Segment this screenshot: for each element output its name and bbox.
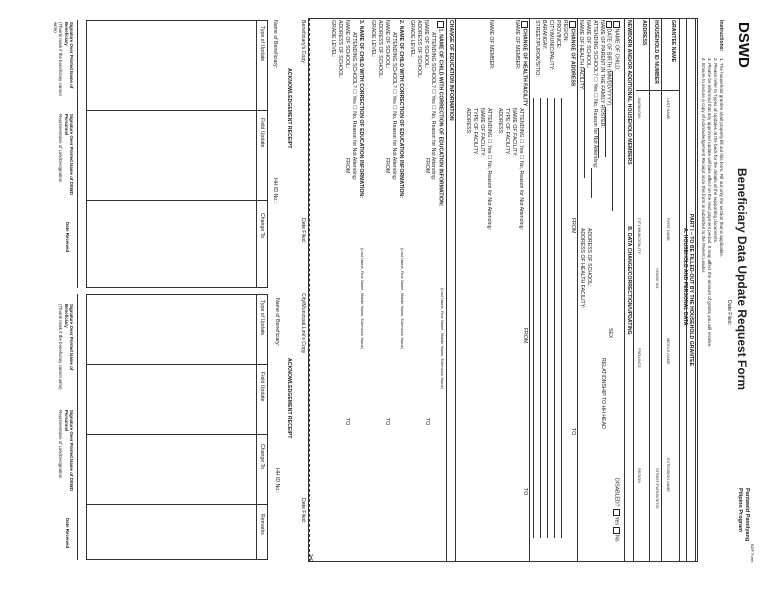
instruction-2: 2. Please refer to Types of Updates at the back for the details of the supporting documents. [713, 58, 718, 244]
address-label: ADDRESS [641, 20, 647, 46]
edu1-to: TO [424, 418, 430, 426]
dswd-logo: DSWD [735, 22, 752, 68]
education-heading: CHANGE OF EDUCATION INFORMATION [446, 18, 456, 562]
health-to-fields: ATTENDING ☐ Yes ☐ No, Reason for Not Attending: NAME OF FACILITY: TYPE OF FACILITY: ADDRESS: [465, 108, 492, 230]
receipt1-name-label: Name of Beneficiary: [272, 20, 278, 69]
address-from-label: FROM [570, 218, 576, 234]
sig1-block-2: Signature Over Printed Name of Beneficiary (Thumb mark if the beneficiary cannot write) [58, 304, 74, 390]
fullname-hint-1: (Last Name, First Name, Middle Name, Extension Name) [440, 288, 445, 390]
col-extension-name: EXTENSION NAME [666, 458, 670, 492]
instructions-label: Instructions: [718, 20, 724, 52]
sig1-block-1: Signature Over Printed Name of Beneficiary (Thumb mark if the beneficiary cannot write) [53, 22, 74, 96]
section-a-heading: A. HOUSEHOLD AND PERSONAL DATA [682, 228, 688, 326]
receipt1-hhid: HH ID No.: [272, 178, 278, 204]
sig2-block-2: Signature Over Printed Name of DSWD Personnel Representative of Link/Designation [58, 410, 74, 491]
col-last-name: LAST NAME [666, 98, 670, 120]
receipt2-name-label: Name of Beneficiary: [274, 298, 280, 347]
instruction-3: 3. Please be informed that any approved update will take effect on the next payment period. It may affect the amount of grants you will receive. [707, 58, 712, 348]
address-to-label: TO [570, 428, 576, 436]
education-child-1: 1. NAME OF CHILD WITH CORRECTION OF EDUCATION INFORMATION: ATTENDING SCHOOL? ☐ Yes ☐ No, Reason for Not Attending: NAME OF SCHOOL: ADDRESS OF SCHOOL: GRADE LEVEL: [409, 20, 444, 207]
r2-col-remarks: Remarks [259, 514, 265, 535]
name-of-member-2: NAME OF MEMBER: [488, 20, 494, 70]
r1-col-field: Field Update [259, 118, 265, 148]
col-barangay: BARANGAY [637, 98, 641, 119]
r2-col-field: Field Update [259, 372, 265, 402]
rotated-form-content [16, 18, 754, 578]
fullname-hint-2: (Last Name, First Name, Middle Name, Extension Name) [400, 248, 405, 350]
doc-code: BDF Form [750, 544, 755, 563]
disabled-question: DISABLED? Yes No [613, 478, 620, 542]
sex-label: SEX [607, 328, 613, 339]
form-title: Beneficiary Data Update Request Form [735, 168, 749, 391]
scissors-icon: ✂ [306, 554, 316, 562]
health-to-label: TO [522, 488, 528, 496]
health-from-fields: ATTENDING ☐ Yes ☐ No, Reason for Not Attending: NAME OF FACILITY: TYPE OF FACILITY: ADDRESS: [497, 108, 524, 230]
newborn-fields: NAME OF CHILD: DATE OF BIRTH (MM/DD/YYYY): NAME OF PARENT IN THE FAMILY ROSTER: ATTENDING SCHOOL? ☐ Yes ☐ No, Reason for Not Attending: NAME OF SCHOOL: NAME OF HEALTH FACILITY: [577, 20, 620, 211]
instruction-4: 4. Ensure to secure a copy of Acknowledgement Receipt once this form is submitted to the Parent Leader. [701, 58, 706, 274]
receipt2-date-filed: Date Filed: [300, 498, 306, 524]
change-health-block: CHANGE OF HEALTH FACILITY NAME OF MEMBER: [514, 20, 528, 107]
date-received-1: Date Received [65, 222, 70, 253]
address-of-health-label: ADDRESS OF HEALTH FACILITY: [579, 228, 585, 309]
col-province: PROVINCE [637, 348, 641, 368]
education-child-3: 3. NAME OF CHILD WITH CORRECTION OF EDUCATION INFORMATION: ATTENDING SCHOOL? ☐ Yes ☐ No, Reason for Not Attending: NAME OF SCHOOL: ADDRESS OF SCHOOL: GRADE LEVEL: [330, 20, 364, 198]
program-logo: Pantawid Pamilyang Pilipino Program [737, 488, 750, 542]
relationship-label: RELATIONSHIP TO HH HEAD [600, 358, 606, 429]
receipt2-hhid: HH ID No.: [274, 468, 280, 494]
edu2-from: FROM [384, 158, 390, 174]
r1-col-type: Type of Update [259, 26, 265, 62]
col-house-no: HOUSE NO. [655, 268, 659, 290]
receipt1-table [86, 20, 268, 288]
health-from-label: FROM [522, 328, 528, 344]
grantee-name-label: GRANTEE NAME [670, 20, 676, 63]
edu1-from: FROM [424, 158, 430, 174]
city-copy-label: City/Municipal Link's Copy [300, 293, 306, 354]
change-address-block: CHANGE OF ADDRESS REGION: PROVINCE: CITY/MUNICIPALITY: BARANGAY: STREET/PUROK/SITIO: [534, 20, 576, 87]
col-city: CITY/MUNICIPALITY [637, 218, 641, 255]
receipt2-table [86, 294, 268, 560]
receipt1-date-filed: Date Filed: [300, 218, 306, 244]
r2-col-change: Change To [259, 444, 265, 469]
edu2-to: TO [384, 418, 390, 426]
edu3-to: TO [344, 418, 350, 426]
education-child-2: 2. NAME OF CHILD WITH CORRECTION OF EDUCATION INFORMATION: ATTENDING SCHOOL? ☐ Yes ☐ No, Reason for Not Attending: NAME OF SCHOOL: ADDRESS OF SCHOOL: GRADE LEVEL: [370, 20, 404, 198]
r1-col-change: Change To [259, 213, 265, 238]
section-b-heading: NEWBORN AND/OR ADDITIONAL HOUSEHOLD MEMBERS B. DATA CHANGE/CORRECTION/UPDATING [624, 18, 634, 562]
form-frame [308, 18, 698, 562]
col-street: STREET/PUROK/SITIO [655, 468, 659, 509]
sig2-block-1: Signature Over Printed Name of DSWD Personnel Representative of Link/Designation [58, 114, 74, 195]
date-filed-label: Date Filed: [726, 300, 732, 326]
household-id-label: HOUSEHOLD ID NUMBER [653, 20, 659, 84]
ack-title-1: ACKNOWLEDGEMENT RECEIPT [286, 68, 292, 149]
part1-heading: PART I – TO BE FILLED-OUT BY THE HOUSEHOLD GRANTEE [686, 18, 696, 562]
beneficiary-copy-label: Beneficiary's Copy [300, 20, 306, 63]
scanned-form-page [16, 18, 754, 578]
edu3-from: FROM [344, 158, 350, 174]
fullname-hint-3: (Last Name, First Name, Middle Name, Extension Name) [360, 248, 365, 350]
col-region: REGION [637, 468, 641, 483]
address-of-school-label: ADDRESS OF SCHOOL: [586, 228, 592, 287]
col-middle-name: MIDDLE NAME [666, 338, 670, 365]
r2-col-type: Type of Update [259, 300, 265, 336]
col-first-name: FIRST NAME [666, 218, 670, 241]
date-received-2: Date Received [65, 518, 70, 549]
instruction-1: 1. The household grantee shall properly fill out this form. Fill out only the section that is applicable. [719, 58, 724, 258]
ack-title-2: ACKNOWLEDGEMENT RECEIPT [286, 358, 292, 439]
